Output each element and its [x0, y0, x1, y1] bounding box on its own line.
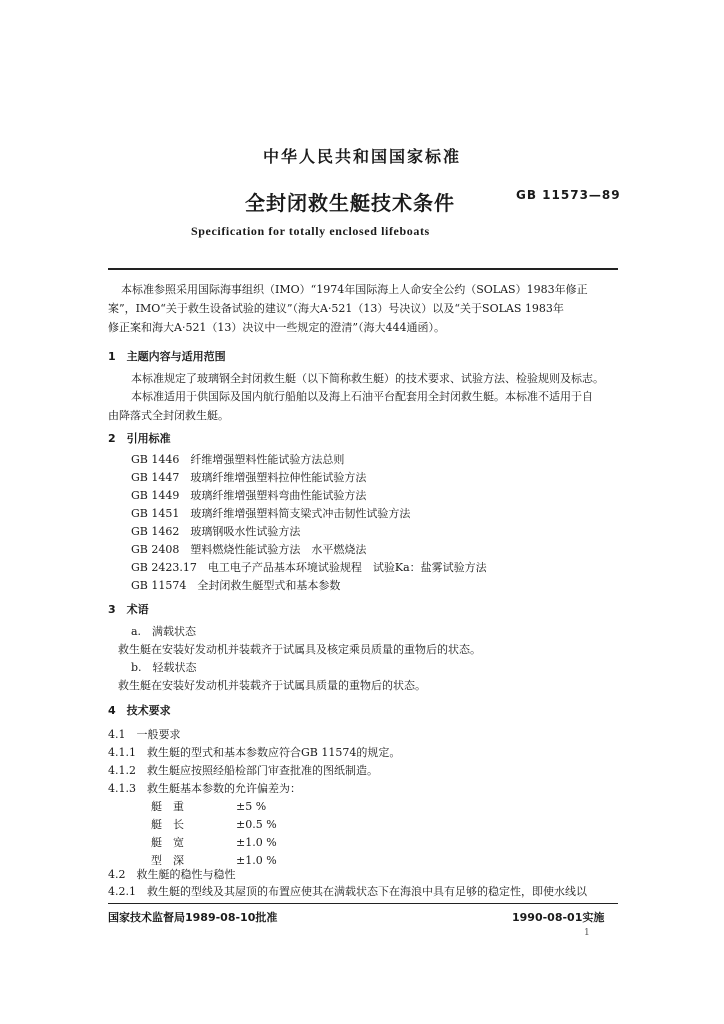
- standard-code: GB 11573—89: [516, 188, 621, 202]
- intro-line-3: 修正案和海大A·521（13）决议中一些规定的澄清”（海大444通函）。: [108, 321, 446, 334]
- clause-4-2: 4.2 救生艇的稳性与稳性: [108, 868, 236, 881]
- tolerance-value: ±1.0 %: [236, 854, 277, 867]
- section-1-para-2-line-1: 本标准适用于供国际及国内航行船舶以及海上石油平台配套用全封闭救生艇。本标准不适用于自: [131, 390, 593, 403]
- reference-item: GB 1462 玻璃钢吸水性试验方法: [131, 525, 301, 538]
- intro-line-1: 本标准参照采用国际海事组织（IMO）“1974年国际海上人命安全公约（SOLAS）1983年修正: [121, 283, 588, 296]
- clause-4-1-2: 4.1.2 救生艇应按照经船检部门审查批准的图纸制造。: [108, 764, 378, 777]
- reference-item: GB 1447 玻璃纤维增强塑料拉伸性能试验方法: [131, 471, 367, 484]
- footer-divider: [108, 903, 618, 904]
- section-1-para-2-line-2: 由降落式全封闭救生艇。: [108, 409, 229, 422]
- english-subtitle: Specification for totally enclosed lifeboats: [191, 224, 430, 238]
- reference-item: GB 2408 塑料燃烧性能试验方法 水平燃烧法: [131, 543, 367, 556]
- page-number: 1: [584, 928, 590, 938]
- header-divider: [108, 268, 618, 270]
- section-4-heading: 4 技术要求: [108, 704, 171, 717]
- reference-item: GB 1451 玻璃纤维增强塑料简支梁式冲击韧性试验方法: [131, 507, 411, 520]
- tolerance-name: 艇 宽: [151, 836, 184, 849]
- section-1-heading: 1 主题内容与适用范围: [108, 350, 226, 363]
- reference-item: GB 1446 纤维增强塑料性能试验方法总则: [131, 453, 345, 466]
- clause-4-2-1: 4.2.1 救生艇的型线及其屋顶的布置应使其在满载状态下在海浪中具有足够的稳定性，即使水线以: [108, 885, 587, 898]
- section-1-para-1: 本标准规定了玻璃钢全封闭救生艇（以下简称救生艇）的技术要求、试验方法、检验规则及标志。: [131, 372, 604, 385]
- term-b-definition: 救生艇在安装好发动机并装载齐于试属具质量的重物后的状态。: [118, 679, 426, 692]
- section-3-heading: 3 术语: [108, 603, 149, 616]
- term-a-definition: 救生艇在安装好发动机并装载齐于试属具及核定乘员质量的重物后的状态。: [118, 643, 481, 656]
- section-2-heading: 2 引用标准: [108, 432, 171, 445]
- intro-line-2: 案”，IMO“关于救生设备试验的建议”（海大A·521（13）号决议）以及“关于SOLAS 1983年: [108, 302, 564, 315]
- document-title: 全封闭救生艇技术条件: [245, 191, 455, 215]
- implementation-date: 1990-08-01实施: [512, 911, 605, 924]
- tolerance-name: 艇 长: [151, 818, 184, 831]
- tolerance-name: 型 深: [151, 854, 184, 867]
- clause-4-1-3: 4.1.3 救生艇基本参数的允许偏差为：: [108, 782, 301, 795]
- tolerance-value: ±5 %: [236, 800, 267, 813]
- clause-4-1: 4.1 一般要求: [108, 728, 181, 741]
- approval-date: 国家技术监督局1989-08-10批准: [108, 911, 278, 924]
- tolerance-name: 艇 重: [151, 800, 184, 813]
- term-b-label: b. 轻载状态: [131, 661, 197, 674]
- term-a-label: a. 满载状态: [131, 625, 197, 638]
- reference-item: GB 2423.17 电工电子产品基本环境试验规程 试验Ka：盐雾试验方法: [131, 561, 487, 574]
- tolerance-value: ±0.5 %: [236, 818, 277, 831]
- reference-item: GB 1449 玻璃纤维增强塑料弯曲性能试验方法: [131, 489, 367, 502]
- reference-item: GB 11574 全封闭救生艇型式和基本参数: [131, 579, 341, 592]
- national-standard-heading: 中华人民共和国国家标准: [262, 147, 461, 166]
- tolerance-value: ±1.0 %: [236, 836, 277, 849]
- clause-4-1-1: 4.1.1 救生艇的型式和基本参数应符合GB 11574的规定。: [108, 746, 401, 759]
